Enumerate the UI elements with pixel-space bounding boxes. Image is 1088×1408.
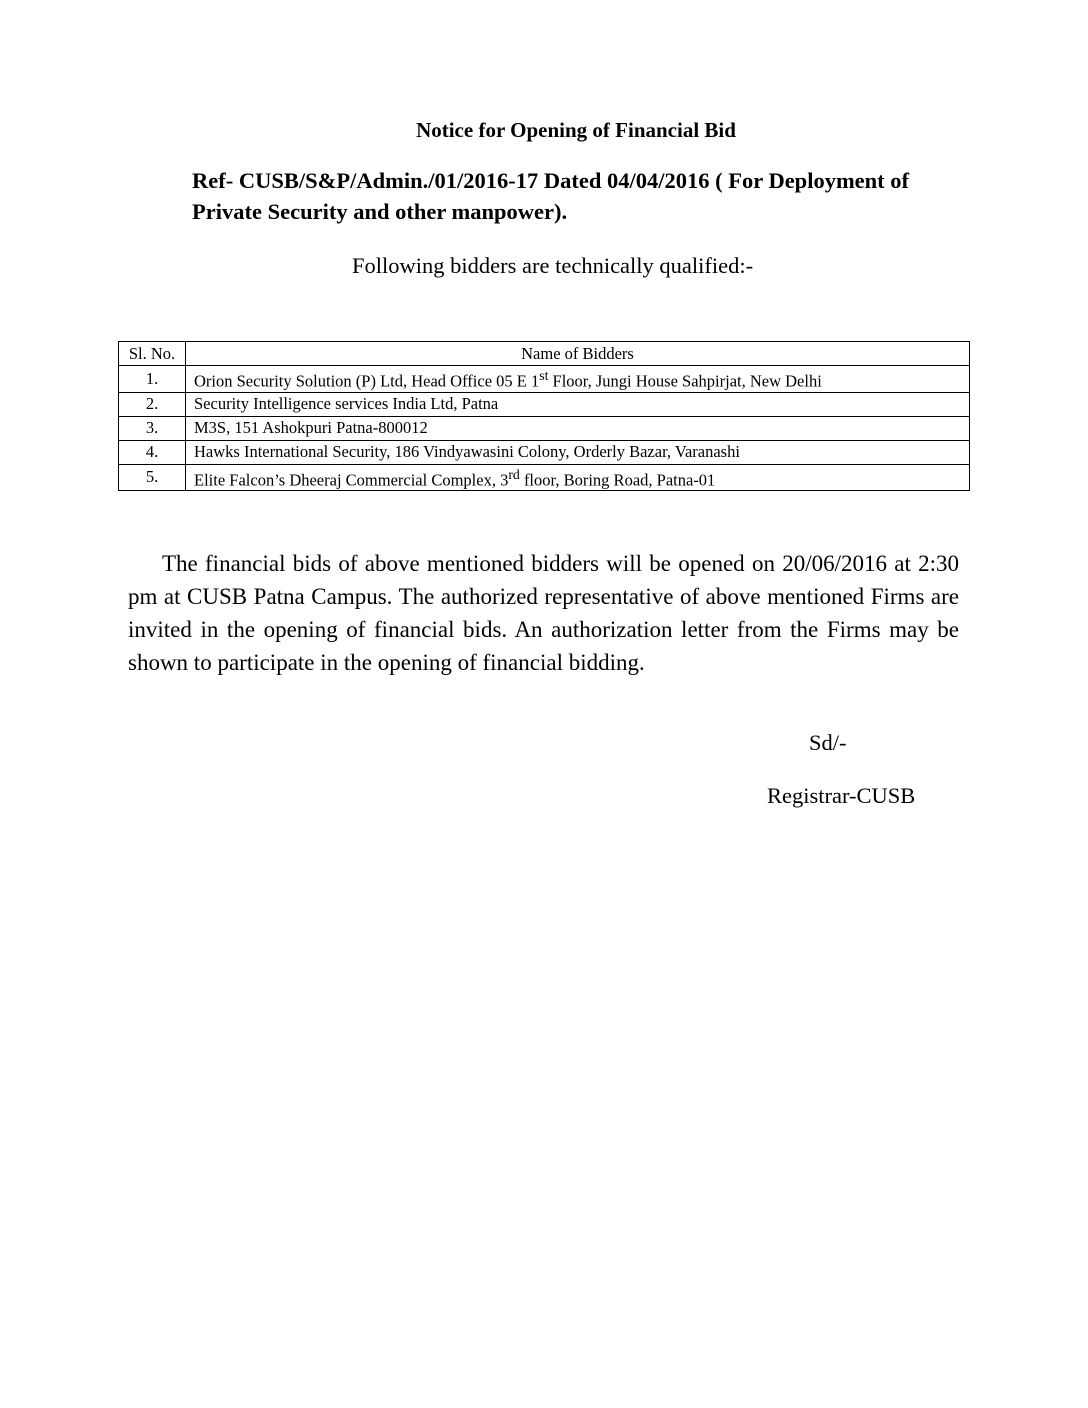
bidder-name — [186, 464, 970, 491]
signatory-designation: Registrar-CUSB — [767, 783, 916, 808]
bidder-name-part: Elite Falcon’s Dheeraj Commercial Complex, 3 — [194, 470, 509, 489]
row-serial: 3. — [119, 416, 186, 440]
ordinal-suffix: rd — [508, 466, 520, 482]
notice-title: Notice for Opening of Financial Bid — [416, 118, 736, 142]
qualified-intro: Following bidders are technically qualified:- — [352, 253, 754, 278]
bidder-name: Security Intelligence services India Ltd, Patna — [186, 392, 970, 416]
column-header-name-of-bidders: Name of Bidders — [186, 342, 970, 366]
row-serial: 2. — [119, 392, 186, 416]
bidder-name-part: floor, Boring Road, Patna-01 — [519, 470, 716, 489]
table-row — [119, 440, 970, 464]
table-row — [119, 366, 970, 393]
row-serial: 1. — [119, 366, 186, 393]
row-serial: 4. — [119, 440, 186, 464]
bidders-table — [118, 341, 970, 491]
bidder-name: Hawks International Security, 186 Vindyawasini Colony, Orderly Bazar, Varanashi — [186, 440, 970, 464]
signature-sd: Sd/- — [809, 730, 847, 755]
table-row — [119, 416, 970, 440]
table-header-row — [119, 342, 970, 366]
reference-line: Ref- CUSB/S&P/Admin./01/2016-17 Dated 04/04/2016 ( For Deployment of Private Security and other manpower). — [192, 168, 910, 224]
ordinal-suffix: st — [539, 368, 549, 383]
table-row — [119, 464, 970, 491]
column-header-sl-no: Sl. No. — [119, 342, 186, 366]
bidder-name — [186, 366, 970, 393]
bidder-name-part: Orion Security Solution (P) Ltd, Head Office 05 E 1 — [194, 371, 540, 391]
table-row — [119, 392, 970, 416]
bidder-name-part: Floor, Jungi House Sahpirjat, New Delhi — [548, 371, 822, 391]
row-serial: 5. — [119, 464, 186, 491]
bidder-name: M3S, 151 Ashokpuri Patna-800012 — [186, 416, 970, 440]
body-paragraph: The financial bids of above mentioned bidders will be opened on 20/06/2016 at 2:30 pm at CUSB Patna Campus. The authorized representative of above mentioned Firms are invited in the opening of financial bids. An authorization letter from the Firms may be shown to participate in the opening of financial bidding. — [128, 551, 959, 675]
